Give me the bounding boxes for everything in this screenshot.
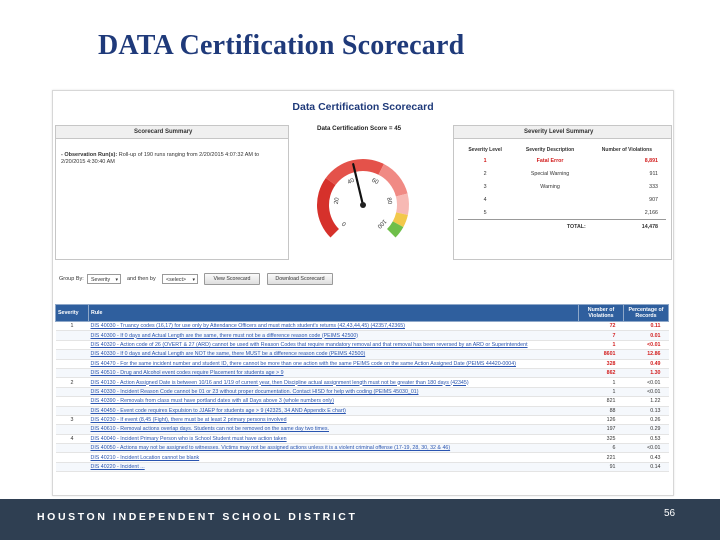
district-name: HOUSTON INDEPENDENT SCHOOL DISTRICT — [37, 511, 358, 523]
rule-row — [56, 397, 669, 406]
rule-percent-cell: 12.86 — [624, 350, 669, 359]
rule-violations-cell: 88 — [579, 406, 624, 415]
rule-percent-cell: <0.01 — [624, 444, 669, 453]
chevron-down-icon: ▾ — [115, 277, 118, 283]
rule-severity-cell — [56, 331, 89, 340]
rule-percent-cell: <0.01 — [624, 387, 669, 396]
rule-severity-cell — [56, 350, 89, 359]
rule-percent-cell: 0.14 — [624, 462, 669, 471]
rule-percent-cell: 1.30 — [624, 368, 669, 377]
rule-violations-cell: 7 — [579, 331, 624, 340]
rule-severity-cell — [56, 397, 89, 406]
rule-severity-cell: 4 — [56, 434, 89, 443]
rule-percent-cell: 0.01 — [624, 331, 669, 340]
rule-link[interactable]: DIS 40040 - Incident Primary Person who is School Student must have action taken — [89, 434, 579, 443]
rule-link[interactable]: DIS 40050 - Actions may not be assigned to witnesses. Victims may not be assigned actions unless it is a violent criminal offense (17-19, 28, 30, 32 & 46) — [89, 444, 579, 453]
rule-percent-cell: 1.22 — [624, 397, 669, 406]
scorecard-title: Data Certification Scorecard — [292, 101, 434, 113]
rule-link[interactable]: DIS 40610 - Removal actions overlap days. Students can not be removed on the same day two times. — [89, 425, 579, 434]
observation-run-text — [61, 152, 283, 167]
observation-run-value: Roll-up of 190 runs ranging from 2/20/2015 4:07:32 AM to 2/20/2015 4:30:40 AM — [61, 152, 260, 166]
rule-severity-cell — [56, 462, 89, 471]
severity-summary-row — [458, 206, 666, 220]
violations-count-cell: 2,166 — [644, 209, 658, 216]
rule-percent-cell: 0.11 — [624, 322, 669, 331]
rule-percent-cell: 0.53 — [624, 434, 669, 443]
rule-link[interactable]: DIS 40030 - Truancy codes (16,17) for use only by Attendance Officers and must match student's returns (42,43,44,45) (42357,42365) — [89, 322, 579, 331]
rule-severity-cell: 2 — [56, 378, 89, 387]
rule-severity-cell — [56, 340, 89, 349]
page-number: 56 — [664, 508, 676, 519]
rule-link[interactable]: DIS 40300 - If 0 days and Actual Length are the same, there must not be a difference reason code (PEIMS 42500) — [89, 331, 579, 340]
violations-column-header: Number of Violations — [579, 305, 624, 322]
total-label: TOTAL: — [512, 220, 588, 234]
rule-percent-cell: <0.01 — [624, 340, 669, 349]
rule-percent-cell: 0.29 — [624, 425, 669, 434]
rule-row — [56, 340, 669, 349]
rule-row — [56, 350, 669, 359]
rule-link[interactable]: DIS 40330 - Incident Reason Code cannot be 01 or 23 without proper documentation. Contact HISD for help with coding (PEIMS 45030_01) — [89, 387, 579, 396]
group-by-label: Group By: — [59, 276, 84, 282]
rule-link[interactable]: DIS 40320 - Action code of 26 (OVERT & 27 (ARD) cannot be used with Reason Codes that require mandatory removal and that removal has been reversed by an ARD or Superintendent — [89, 340, 579, 349]
rule-severity-cell — [56, 425, 89, 434]
rule-severity-cell — [56, 387, 89, 396]
gauge-band — [317, 178, 339, 238]
gauge-tick-label: 0 — [341, 220, 348, 227]
rule-percent-cell: 0.49 — [624, 359, 669, 368]
rule-link[interactable]: DIS 40330 - If 0 days and Actual Length are NOT the same, there MUST be a difference reason code (PEIMS 42500) — [89, 350, 579, 359]
severity-summary-row — [458, 154, 666, 167]
rule-row — [56, 425, 669, 434]
rule-violations-cell: 126 — [579, 415, 624, 424]
download-scorecard-button[interactable]: Download Scorecard — [267, 273, 333, 285]
rule-row — [56, 434, 669, 443]
then-by-select[interactable] — [162, 274, 198, 284]
severity-level-cell: 1 — [483, 157, 487, 164]
gauge-tick-label: 80 — [385, 197, 393, 205]
violations-count-cell: 333 — [649, 183, 658, 190]
rule-violations-cell: 1 — [579, 378, 624, 387]
rule-violations-cell: 8601 — [579, 350, 624, 359]
severity-summary-total-row — [458, 220, 666, 234]
rule-severity-cell: 3 — [56, 415, 89, 424]
score-gauge — [303, 135, 423, 255]
rule-row — [56, 359, 669, 368]
rule-column-header: Rule — [89, 305, 579, 322]
rule-row — [56, 462, 669, 471]
rule-row — [56, 387, 669, 396]
rule-percent-cell: 0.26 — [624, 415, 669, 424]
rule-percent-cell: <0.01 — [624, 378, 669, 387]
rule-row — [56, 415, 669, 424]
group-by-value: Severity — [91, 277, 111, 283]
rule-link[interactable]: DIS 40450 - Event code requires Expulsion to JJAEP for students age > 9 (42325, 34 AND Appendix E chart) — [89, 406, 579, 415]
rule-row — [56, 368, 669, 377]
severity-description-header: Severity Description — [525, 147, 575, 153]
rule-row — [56, 444, 669, 453]
severity-summary-row — [458, 167, 666, 180]
gauge-band — [396, 194, 409, 215]
severity-summary-table — [458, 146, 666, 233]
then-by-label: and then by — [127, 276, 156, 282]
gauge-tick-label: 40 — [346, 177, 356, 187]
severity-description-cell: Warning — [540, 183, 560, 190]
rule-severity-cell — [56, 453, 89, 462]
slide-title: DATA Certification Scorecard — [98, 30, 465, 61]
certification-score-label: Data Certification Score = 45 — [317, 125, 402, 132]
rule-severity-cell — [56, 406, 89, 415]
violations-count-cell: 8,891 — [644, 157, 658, 164]
severity-summary-heading: Severity Level Summary — [524, 129, 594, 135]
rule-violations-cell: 91 — [579, 462, 624, 471]
rule-severity-cell: 1 — [56, 322, 89, 331]
summary-heading: Scorecard Summary — [134, 129, 193, 135]
severity-description-cell — [512, 206, 588, 220]
empty-cell — [458, 220, 512, 234]
rule-link[interactable]: DIS 40130 - Action Assigned Date is between 10/16 and 1/19 of current year, then Discipline actual assignment length must not be greater than 180 days (42345) — [89, 378, 579, 387]
footer-bar — [0, 499, 720, 540]
rule-violations-cell: 221 — [579, 453, 624, 462]
rule-violations-cell: 328 — [579, 359, 624, 368]
rule-row — [56, 331, 669, 340]
severity-summary-row — [458, 180, 666, 193]
violations-count-cell: 911 — [649, 170, 658, 177]
rules-table — [55, 304, 669, 472]
rule-severity-cell — [56, 368, 89, 377]
severity-level-header: Severity Level — [468, 147, 502, 153]
rule-row — [56, 406, 669, 415]
rule-violations-cell: 72 — [579, 322, 624, 331]
rule-link[interactable]: DIS 40210 - Incident Location cannot be blank — [89, 453, 579, 462]
rule-violations-cell: 821 — [579, 397, 624, 406]
violations-count-header: Number of Violations — [601, 147, 652, 153]
violations-count-cell: 907 — [649, 196, 658, 203]
severity-level-cell: 5 — [483, 209, 487, 216]
gauge-band — [378, 164, 407, 197]
gauge-tick-label: 60 — [370, 177, 380, 187]
rule-violations-cell: 197 — [579, 425, 624, 434]
severity-description-cell: Fatal Error — [536, 157, 564, 164]
rule-violations-cell: 1 — [579, 387, 624, 396]
rule-severity-cell — [56, 444, 89, 453]
rule-violations-cell: 862 — [579, 368, 624, 377]
rule-row — [56, 322, 669, 331]
rule-link[interactable]: DIS 40230 - If event (8,45 (Fight), there must be at least 2 primary persons involved — [89, 415, 579, 424]
rule-row — [56, 453, 669, 462]
severity-level-cell: 3 — [483, 183, 487, 190]
gauge-hub — [360, 202, 366, 208]
gauge-tick-label: 20 — [333, 197, 341, 205]
total-value: 14,478 — [588, 220, 666, 234]
rule-violations-cell: 1 — [579, 340, 624, 349]
severity-column-header: Severity — [56, 305, 89, 322]
rule-violations-cell: 325 — [579, 434, 624, 443]
rule-link[interactable]: DIS 40220 - Incident ... — [89, 462, 579, 471]
rule-link[interactable]: DIS 40510 - Drug and Alcohol event codes require Placement for students age > 9 — [89, 368, 579, 377]
severity-description-cell — [512, 193, 588, 206]
group-by-select[interactable] — [87, 274, 121, 284]
rule-severity-cell — [56, 359, 89, 368]
severity-description-cell: Special Warning — [530, 170, 570, 177]
rule-percent-cell: 0.43 — [624, 453, 669, 462]
rule-percent-cell: 0.13 — [624, 406, 669, 415]
view-scorecard-button[interactable]: View Scorecard — [204, 273, 260, 285]
observation-run-label: - Observation Run(s): — [61, 152, 118, 158]
percent-column-header: Percentage of Records — [624, 305, 669, 322]
scorecard-summary-panel — [55, 125, 289, 260]
rule-link[interactable]: DIS 40390 - Removals from class must have portland dates with all Days above 3 (whole numbers only) — [89, 397, 579, 406]
chevron-down-icon: ▾ — [192, 277, 195, 283]
severity-level-cell: 4 — [483, 196, 487, 203]
rule-row — [56, 378, 669, 387]
scorecard-screenshot — [52, 90, 674, 496]
rule-violations-cell: 6 — [579, 444, 624, 453]
severity-level-summary-panel — [453, 125, 672, 260]
rule-link[interactable]: DIS 40470 - For the same incident number and student ID, there cannot be more than one action with the same PEIMS code on the same Action Assigned Date (PEIMS 44420-0004) — [89, 359, 579, 368]
severity-level-cell: 2 — [483, 170, 487, 177]
then-by-value: <select> — [166, 277, 187, 283]
gauge-tick-label: 100 — [375, 217, 388, 230]
severity-summary-row — [458, 193, 666, 206]
